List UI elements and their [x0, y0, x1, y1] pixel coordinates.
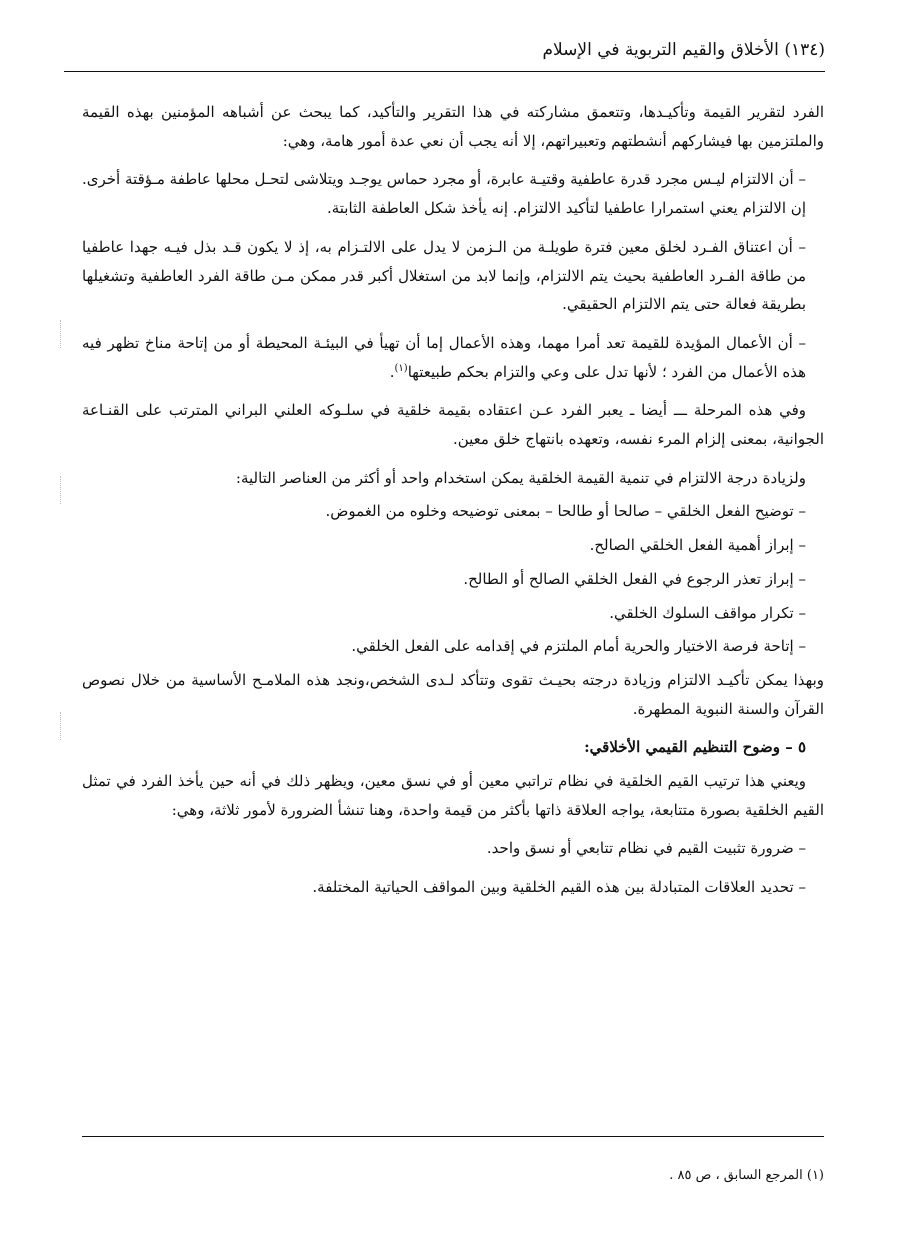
- paragraph-ordering: ويعني هذا ترتيب القيم الخلقية في نظام تراتبي معين أو في نسق معين، ويظهر ذلك في أنه حين يأخذ الفرد في تمثل القيم الخلقية بصورة متتابعة، يواجه العلاقة ذاتها بأكثر من قيمة واحدة، وهنا تنشأ الضرورة لأمور ثلاثة، وهي:: [82, 772, 824, 819]
- footnote-reference: (١): [394, 362, 408, 374]
- paragraph-elements-intro: ولزيادة درجة الالتزام في تنمية القيمة الخلقية يمكن استخدام واحد أو أكثر من العناصر التالية:: [235, 468, 806, 487]
- list-item-irreversibility: – إبراز تعذر الرجوع في الفعل الخلقي الصالح أو الطالح.: [463, 569, 806, 588]
- list-item-choice: – إتاحة فرصة الاختيار والحرية أمام الملتزم في إقدامه على الفعل الخلقي.: [351, 637, 806, 656]
- list-item-commitment: – أن الالتزام ليـس مجرد قدرة عاطفية وقتيـة عابرة، أو مجرد حماس يوجـد ويتلاشى لتحـل محلها عاطفة مـؤقتة أخرى. إن الالتزام يعني استمرارا عاطفيا لتأكيد الالتزام. إنه يأخذ شكل العاطفة الثابتة.: [82, 170, 806, 218]
- paragraph-continuation: الفرد لتقرير القيمة وتأكيـدها، وتتعمق مشاركته في هذا التقرير والتأكيد، كما يبحث عن أشباهه المؤمنين بهذه القيمة والملتزمين بها فيشاركهم أنشطتهم وتعبيراتهم، إلا أنه يجب أن نعي عدة أمور هامة، وهي:: [82, 103, 824, 150]
- header-rule: [64, 71, 825, 72]
- book-title: الأخلاق والقيم التربوية في الإسلام: [542, 40, 779, 60]
- section-heading: ٥ – وضوح التنظيم القيمي الأخلاقي:: [584, 738, 806, 757]
- body-text: [82, 98, 824, 912]
- list-item-fixing: – ضرورة تثبيت القيم في نظام تتابعي أو نسق واحد.: [486, 839, 806, 858]
- margin-mark: [60, 476, 62, 504]
- list-item-importance: – إبراز أهمية الفعل الخلقي الصالح.: [589, 536, 806, 555]
- list-item-repetition: – تكرار مواقف السلوك الخلقي.: [609, 603, 806, 622]
- paragraph-stage: وفي هذه المرحلة ـــ أيضا ـ يعبر الفرد عـن اعتقاده بقيمة خلقية في سلـوكه العلني البراني المترتب على القنـاعة الجوانية، بمعنى إلزام المرء نفسه، وتعهده بانتهاج خلق معين.: [82, 401, 824, 449]
- list-item-clarify: – توضيح الفعل الخلقي – صالحا أو طالحا – بمعنى توضيحه وخلوه من الغموض.: [325, 502, 806, 521]
- list-item-supporting-actions: [82, 329, 824, 386]
- list-item-supporting-actions-text: – أن الأعمال المؤيدة للقيمة تعد أمرا مهما، وهذه الأعمال إما أن تهيأ في البيئـة المحيطة أو من إتاحة مناخ تظهر فيه هذه الأعمال من الفرد ؛ لأنها تدل على وعي والتزام بحكم طبيعتها: [82, 333, 806, 381]
- list-item-adoption: – أن اعتناق الفـرد لخلق معين فترة طويلـة من الـزمن لا يدل على الالتـزام به، إذ لا يكون قـد بذل فيـه جهدا عاطفيا من طاقة الفـرد العاطفية بحيث يتم الالتزام، وإنما لابد من استغلال أكبر قدر ممكن مـن طاقة الفرد العاطفية وتشغيلها بطريقة فعالة حتى يتم الالتزام الحقيقي.: [82, 237, 806, 314]
- footnote: (١) المرجع السابق ، ص ٨٥ .: [669, 1168, 824, 1183]
- margin-mark: [60, 320, 62, 348]
- list-item-relations: – تحديد العلاقات المتبادلة بين هذه القيم الخلقية وبين المواقف الحياتية المختلفة.: [312, 878, 806, 897]
- footnote-rule: [82, 1136, 824, 1137]
- paragraph-conclusion: وبهذا يمكن تأكيـد الالتزام وزيادة درجته بحيـث تقوى وتتأكد لـدى الشخص،ونجد هذه الملامـح الأساسية من خلال نصوص القرآن والسنة النبوية المطهرة.: [82, 670, 824, 718]
- page-number: (١٣٤): [784, 40, 825, 60]
- running-head: [65, 36, 825, 64]
- sentence-end: .: [389, 362, 395, 381]
- margin-mark: [60, 712, 62, 740]
